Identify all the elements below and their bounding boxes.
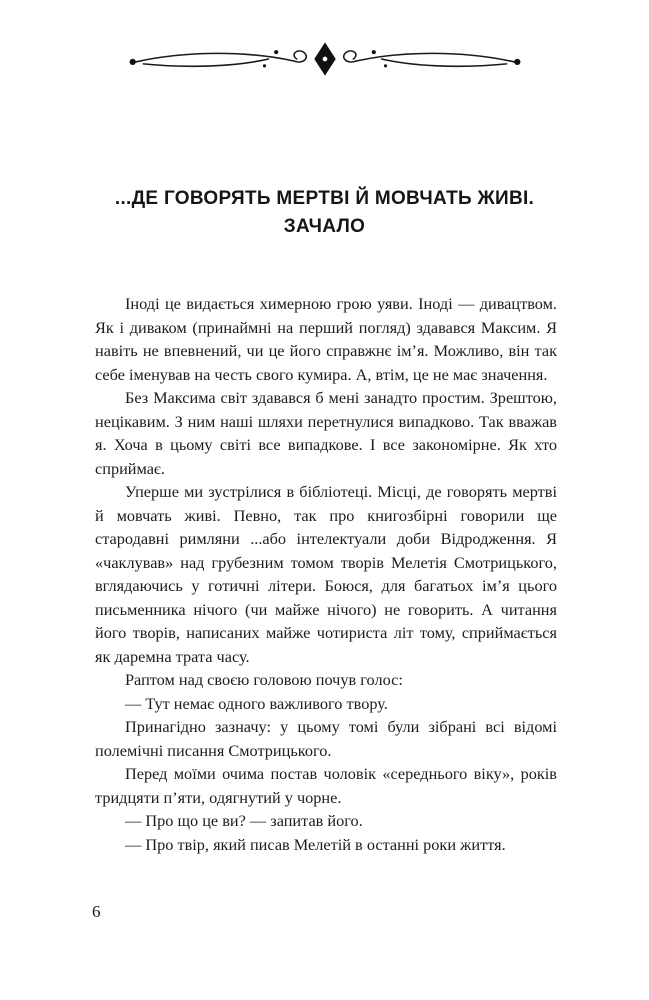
paragraph: Перед моїми очима постав чоловік «середнього віку», років тридцяти п’яти, одягнутий у чорне. [95,764,557,807]
paragraph: Принагідно зазначу: у цьому томі були зібрані всі відомі полемічні писання Смотрицького. [95,717,557,760]
dialogue-paragraph: — Про що це ви? — запитав його. [125,811,363,830]
chapter-title [0,185,649,241]
paragraph: Без Максима світ здавався б мені занадто простим. Зрештою, нецікавим. З ним наші шляхи перетнулися випадково. Так вважав я. Хоча в цьому світі все випадкове. І все закономірне. Як хто сприймає. [95,388,557,478]
chapter-ornament-icon [120,36,530,82]
paragraph: Іноді це видається химерною грою уяви. Іноді — дивацтвом. Як і диваком (принаймні на перший погляд) здавався Максим. Я навіть не впевнений, чи це його справжнє ім’я. Можливо, він так себе іменував на честь свого кумира. А, втім, це не має значення. [95,294,557,384]
paragraph: Раптом над своєю головою почув голос: [125,670,403,689]
paragraph: Уперше ми зустрілися в бібліотеці. Місці, де говорять мертві й мовчать живі. Певно, так про книгозбірні говорили ще стародавні римляни ...або інтелектуали доби Відродження. Я «чаклував» над грубезним томом творів Мелетія Смотрицького, вглядаючись у готичні літери. Боюся, для багатьох ім’я цього письменника нічого (чи майже нічого) не говорить. А читання його творів, написаних майже чотириста літ тому, сприймається як даремна трата часу. [95,482,557,666]
dialogue-paragraph: — Про твір, який писав Мелетій в останні роки життя. [125,834,506,854]
chapter-body [95,292,557,856]
chapter-title-line2: ЗАЧАЛО [283,215,366,237]
dialogue-paragraph: — Тут немає одного важливого твору. [125,693,388,713]
page-number: 6 [92,902,101,921]
chapter-title-line1: ...ДЕ ГОВОРЯТЬ МЕРТВІ Й МОВЧАТЬ ЖИВІ. [114,187,535,209]
